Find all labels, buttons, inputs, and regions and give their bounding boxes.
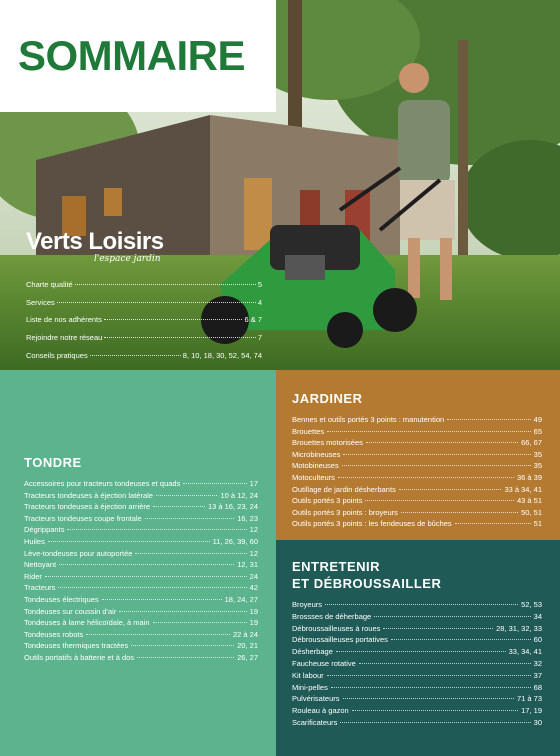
leader-dots <box>145 518 234 519</box>
leader-dots <box>391 639 531 640</box>
intro-pages: 5 <box>257 280 262 289</box>
item-label: Motobineuses <box>292 461 339 471</box>
brand-tagline: l'espace jardin <box>94 254 161 264</box>
list-item[interactable] <box>24 607 258 619</box>
intro-toc <box>26 280 262 368</box>
item-label: Brossses de déherbage <box>292 611 372 621</box>
list-item[interactable] <box>24 491 258 503</box>
leader-dots <box>45 576 247 577</box>
intro-label: Conseils pratiques <box>26 350 88 360</box>
intro-pages: 6 & 7 <box>244 315 262 325</box>
item-pages: 28, 31, 32, 33 <box>496 623 542 633</box>
item-label: Désherbage <box>292 647 333 657</box>
leader-dots <box>374 616 530 617</box>
item-label: Rider <box>24 571 42 581</box>
list-item[interactable] <box>292 647 542 659</box>
item-label: Huiles <box>24 536 45 546</box>
item-label: Tracteurs tondeuses coupe frontale <box>24 513 142 523</box>
item-label: Kit labour <box>292 670 324 680</box>
leader-dots <box>338 477 514 478</box>
item-pages: 26, 27 <box>237 652 258 662</box>
list-item[interactable] <box>24 479 258 491</box>
section-heading-line1: ENTRETENIR <box>292 559 381 574</box>
list-item[interactable] <box>292 683 542 695</box>
leader-dots <box>366 442 518 443</box>
leader-dots <box>327 675 531 676</box>
jardiner-list <box>292 415 542 531</box>
section-tondre <box>0 370 276 756</box>
hero-photo <box>0 0 560 370</box>
item-pages: 17 <box>249 479 258 488</box>
item-label: Lève-tondeuses pour autoportée <box>24 548 133 558</box>
item-label: Tondeuses à lame hélicoïdale, à main <box>24 618 150 628</box>
item-pages: 19 <box>249 606 258 616</box>
section-heading-line2: ET DÉBROUSSAILLER <box>292 576 442 591</box>
leader-dots <box>365 500 514 501</box>
item-label: Tondeuses sur coussin d'air <box>24 606 117 616</box>
section-heading: JARDINER <box>292 391 363 406</box>
item-pages: 60 <box>533 635 542 645</box>
leader-dots <box>137 657 234 658</box>
item-label: Outils portés 3 points : broyeurs <box>292 507 398 517</box>
list-item[interactable] <box>24 641 258 653</box>
entretenir-list <box>292 600 542 730</box>
leader-dots <box>59 564 234 565</box>
item-pages: 30 <box>533 717 542 727</box>
list-item[interactable] <box>292 694 542 706</box>
leader-dots <box>447 419 530 420</box>
list-item[interactable] <box>292 427 542 439</box>
leader-dots <box>104 337 256 338</box>
leader-dots <box>119 611 246 612</box>
item-label: Tondeuses électriques <box>24 594 99 604</box>
intro-item[interactable] <box>26 280 262 289</box>
leader-dots <box>343 698 514 699</box>
item-pages: 22 à 24 <box>232 629 258 639</box>
list-item[interactable] <box>292 508 542 520</box>
item-pages: 50, 51 <box>521 507 542 517</box>
section-heading: TONDRE <box>24 455 82 470</box>
list-item[interactable] <box>24 618 258 630</box>
intro-label: Liste de nos adhérents <box>26 315 102 325</box>
item-label: Pulvérisateurs <box>292 694 340 704</box>
item-pages: 12 <box>249 525 258 535</box>
tondre-list <box>24 479 258 665</box>
list-item[interactable] <box>292 671 542 683</box>
item-label: Accessoires pour tracteurs tondeuses et quads <box>24 479 181 488</box>
item-pages: 16, 23 <box>237 513 258 523</box>
leader-dots <box>102 599 222 600</box>
leader-dots <box>401 512 518 513</box>
leader-dots <box>75 284 256 285</box>
intro-pages: 7 <box>257 333 262 343</box>
item-pages: 66, 67 <box>521 438 542 448</box>
item-label: Tracteurs <box>24 583 56 593</box>
item-label: Dégrippants <box>24 525 65 535</box>
intro-item[interactable] <box>26 315 262 324</box>
item-pages: 49 <box>533 415 542 424</box>
item-label: Tracteurs tondeuses à éjection arrière <box>24 502 151 512</box>
item-pages: 71 à 73 <box>516 694 542 704</box>
intro-label: Services <box>26 297 55 307</box>
item-pages: 19 <box>249 618 258 628</box>
item-pages: 51 <box>533 519 542 529</box>
list-item[interactable] <box>292 718 542 730</box>
item-pages: 68 <box>533 682 542 692</box>
list-item[interactable] <box>292 415 542 427</box>
list-item[interactable] <box>292 450 542 462</box>
leader-dots <box>57 302 256 303</box>
item-label: Brouettes <box>292 426 325 436</box>
list-item[interactable] <box>292 635 542 647</box>
item-label: Microbineuses <box>292 449 341 459</box>
list-item[interactable] <box>292 519 542 531</box>
leader-dots <box>340 722 530 723</box>
page-title: SOMMAIRE <box>18 32 245 79</box>
item-label: Faucheuse rotative <box>292 658 356 668</box>
item-pages: 65 <box>533 426 542 436</box>
item-pages: 11, 26, 39, 60 <box>212 536 258 546</box>
item-label: Bennes et outils portés 3 points : manutention <box>292 415 445 424</box>
list-item[interactable] <box>292 659 542 671</box>
list-item[interactable] <box>24 514 258 526</box>
item-pages: 20, 21 <box>237 641 258 651</box>
item-label: Nettoyant <box>24 560 57 570</box>
item-pages: 33 à 34, 41 <box>504 484 542 494</box>
item-pages: 33, 34, 41 <box>508 647 542 657</box>
item-label: Motoculteurs <box>292 472 335 482</box>
leader-dots <box>383 628 493 629</box>
leader-dots <box>153 622 247 623</box>
list-item[interactable] <box>24 502 258 514</box>
list-item[interactable] <box>24 630 258 642</box>
list-item[interactable] <box>292 473 542 485</box>
item-pages: 42 <box>249 583 258 593</box>
list-item[interactable] <box>24 583 258 595</box>
item-pages: 24 <box>249 571 258 581</box>
leader-dots <box>153 506 205 507</box>
item-pages: 12, 31 <box>237 560 258 570</box>
intro-label: Charte qualité <box>26 280 73 289</box>
title-box <box>0 0 276 112</box>
list-item[interactable] <box>292 485 542 497</box>
list-item[interactable] <box>24 525 258 537</box>
list-item[interactable] <box>24 572 258 584</box>
leader-dots <box>90 355 181 356</box>
leader-dots <box>104 319 243 320</box>
item-label: Tondeuses thermiques tractées <box>24 641 129 651</box>
leader-dots <box>156 495 217 496</box>
item-label: Outils portés 3 points <box>292 496 363 506</box>
leader-dots <box>399 489 502 490</box>
item-label: Mini-pelles <box>292 682 328 692</box>
leader-dots <box>67 529 246 530</box>
brand-name: Verts Loisirs <box>26 228 164 255</box>
item-pages: 10 à 12, 24 <box>220 490 258 500</box>
intro-label: Rejoindre notre réseau <box>26 333 103 343</box>
list-item[interactable] <box>24 537 258 549</box>
leader-dots <box>135 553 246 554</box>
list-item[interactable] <box>292 624 542 636</box>
leader-dots <box>352 710 518 711</box>
intro-item[interactable] <box>26 298 262 307</box>
intro-pages: 4 <box>257 297 262 307</box>
item-label: Outils portés 3 points : les fendeuses de bûches <box>292 519 452 529</box>
section-entretenir <box>276 540 560 756</box>
leader-dots <box>327 431 531 432</box>
item-pages: 36 à 39 <box>516 472 542 482</box>
leader-dots <box>131 645 234 646</box>
leader-dots <box>336 651 506 652</box>
list-item[interactable] <box>292 706 542 718</box>
item-pages: 32 <box>533 658 542 668</box>
intro-item[interactable] <box>26 333 262 342</box>
intro-item[interactable] <box>26 351 262 360</box>
leader-dots <box>183 483 246 484</box>
item-pages: 17, 19 <box>521 706 542 716</box>
section-jardiner <box>276 370 560 540</box>
list-item[interactable] <box>292 600 542 612</box>
leader-dots <box>58 587 246 588</box>
item-pages: 12 <box>249 548 258 558</box>
list-item[interactable] <box>24 560 258 572</box>
brand-logo <box>26 228 164 264</box>
list-item[interactable] <box>292 612 542 624</box>
leader-dots <box>86 634 230 635</box>
leader-dots <box>48 541 210 542</box>
list-item[interactable] <box>24 653 258 665</box>
item-pages: 13 à 16, 23, 24 <box>207 502 258 512</box>
list-item[interactable] <box>292 496 542 508</box>
item-label: Tracteurs tondeuses à éjection latérale <box>24 490 153 500</box>
item-pages: 52, 53 <box>521 600 542 609</box>
item-label: Débroussailleuses à roues <box>292 623 381 633</box>
item-label: Outillage de jardin désherbants <box>292 484 396 494</box>
leader-dots <box>325 604 518 605</box>
item-pages: 18, 24, 27 <box>224 594 258 604</box>
intro-pages: 8, 10, 18, 30, 52, 54, 74 <box>182 350 262 360</box>
leader-dots <box>455 523 531 524</box>
item-pages: 35 <box>533 449 542 459</box>
item-label: Débroussailleuses portatives <box>292 635 388 645</box>
leader-dots <box>342 465 531 466</box>
item-label: Brouettes motorisées <box>292 438 363 448</box>
item-pages: 43 à 51 <box>516 496 542 506</box>
item-pages: 37 <box>533 670 542 680</box>
list-item[interactable] <box>24 549 258 561</box>
item-pages: 35 <box>533 461 542 471</box>
item-label: Tondeuses robots <box>24 629 84 639</box>
list-item[interactable] <box>24 595 258 607</box>
leader-dots <box>359 663 531 664</box>
item-label: Broyeurs <box>292 600 323 609</box>
leader-dots <box>331 687 531 688</box>
list-item[interactable] <box>292 438 542 450</box>
leader-dots <box>343 454 530 455</box>
item-label: Rouleau à gazon <box>292 706 349 716</box>
item-label: Scarificateurs <box>292 717 338 727</box>
item-label: Outils portatifs à batterie et à dos <box>24 652 135 662</box>
item-pages: 34 <box>533 611 542 621</box>
list-item[interactable] <box>292 461 542 473</box>
